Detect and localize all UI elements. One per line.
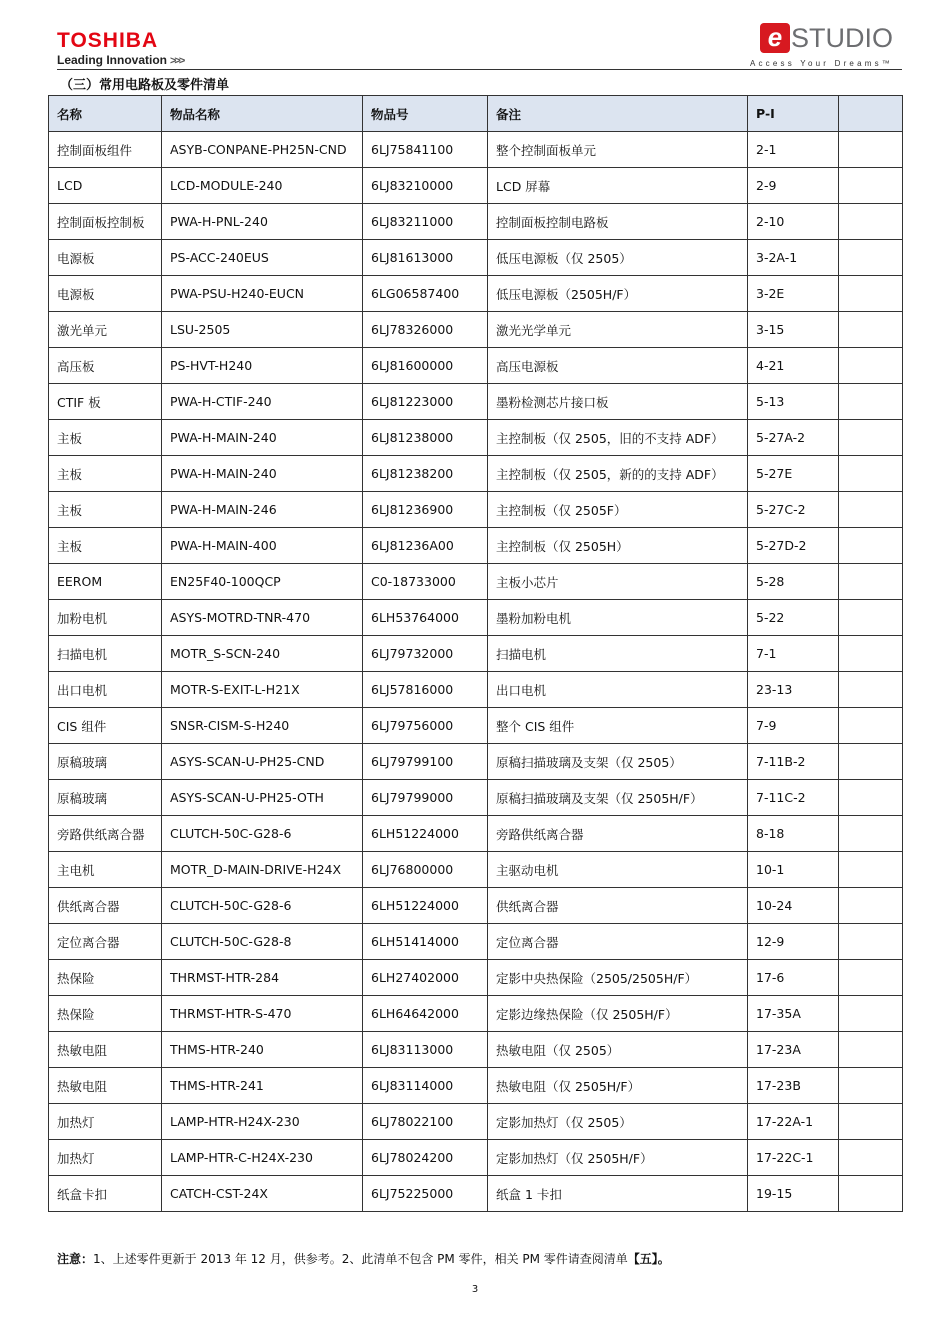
cell-col-extra	[839, 816, 903, 852]
cell-col-pi: 7-9	[748, 708, 839, 744]
cell-col-extra	[839, 132, 903, 168]
cell-col-pi: 3-15	[748, 312, 839, 348]
table-row	[49, 996, 903, 1032]
cell-col-remarks: LCD 屏幕	[488, 168, 748, 204]
cell-col-name: 电源板	[49, 276, 162, 312]
cell-col-pi: 17-22C-1	[748, 1140, 839, 1176]
table-row	[49, 420, 903, 456]
cell-col-extra	[839, 1104, 903, 1140]
table-row	[49, 132, 903, 168]
cell-col-item-name: PWA-H-MAIN-240	[162, 420, 363, 456]
cell-col-extra	[839, 312, 903, 348]
footnote-text: 1、上述零件更新于 2013 年 12 月，供参考。2、此清单不包含 PM 零件，相关 PM 零件请查阅清单	[93, 1252, 628, 1266]
cell-col-item-name: EN25F40-100QCP	[162, 564, 363, 600]
cell-col-extra	[839, 960, 903, 996]
cell-col-remarks: 扫描电机	[488, 636, 748, 672]
cell-col-remarks: 主控制板（仅 2505，新的的支持 ADF）	[488, 456, 748, 492]
cell-col-remarks: 控制面板控制电路板	[488, 204, 748, 240]
cell-col-name: 热保险	[49, 960, 162, 996]
cell-col-pi: 23-13	[748, 672, 839, 708]
cell-col-remarks: 供纸离合器	[488, 888, 748, 924]
cell-col-item-number: 6LJ78022100	[363, 1104, 488, 1140]
header-col-extra	[839, 96, 903, 132]
cell-col-item-name: CATCH-CST-24X	[162, 1176, 363, 1212]
cell-col-extra	[839, 384, 903, 420]
cell-col-extra	[839, 420, 903, 456]
cell-col-name: EEROM	[49, 564, 162, 600]
cell-col-remarks: 墨粉检测芯片接口板	[488, 384, 748, 420]
section-title: （三）常用电路板及零件清单	[60, 78, 230, 93]
brand-name: TOSHIBA	[57, 29, 159, 52]
cell-col-item-number: 6LJ79732000	[363, 636, 488, 672]
cell-col-item-name: ASYB-CONPANE-PH25N-CND	[162, 132, 363, 168]
cell-col-extra	[839, 636, 903, 672]
cell-col-name: 高压板	[49, 348, 162, 384]
cell-col-item-number: 6LJ78326000	[363, 312, 488, 348]
brand-tagline	[57, 53, 183, 67]
cell-col-item-number: 6LH51414000	[363, 924, 488, 960]
cell-col-pi: 7-1	[748, 636, 839, 672]
cell-col-item-name: MOTR_D-MAIN-DRIVE-H24X	[162, 852, 363, 888]
table-row	[49, 168, 903, 204]
cell-col-item-number: 6LJ81236A00	[363, 528, 488, 564]
cell-col-pi: 4-21	[748, 348, 839, 384]
cell-col-remarks: 原稿扫描玻璃及支架（仅 2505H/F）	[488, 780, 748, 816]
cell-col-name: 出口电机	[49, 672, 162, 708]
cell-col-name: 纸盒卡扣	[49, 1176, 162, 1212]
table-row	[49, 564, 903, 600]
cell-col-pi: 17-35A	[748, 996, 839, 1032]
cell-col-pi: 10-1	[748, 852, 839, 888]
cell-col-name: CTIF 板	[49, 384, 162, 420]
cell-col-item-number: 6LJ81600000	[363, 348, 488, 384]
cell-col-extra	[839, 708, 903, 744]
cell-col-item-name: MOTR_S-SCN-240	[162, 636, 363, 672]
cell-col-name: 扫描电机	[49, 636, 162, 672]
cell-col-item-number: 6LH53764000	[363, 600, 488, 636]
table-row	[49, 600, 903, 636]
cell-col-remarks: 整个 CIS 组件	[488, 708, 748, 744]
table-row	[49, 456, 903, 492]
table-row	[49, 888, 903, 924]
cell-col-extra	[839, 528, 903, 564]
header-col-item-name: 物品名称	[162, 96, 363, 132]
cell-col-item-number: 6LJ81236900	[363, 492, 488, 528]
table-row	[49, 1068, 903, 1104]
cell-col-remarks: 纸盒 1 卡扣	[488, 1176, 748, 1212]
cell-col-name: 加热灯	[49, 1140, 162, 1176]
cell-col-item-number: C0-18733000	[363, 564, 488, 600]
cell-col-item-number: 6LH51224000	[363, 888, 488, 924]
cell-col-item-name: LAMP-HTR-H24X-230	[162, 1104, 363, 1140]
cell-col-item-name: CLUTCH-50C-G28-8	[162, 924, 363, 960]
cell-col-item-number: 6LH51224000	[363, 816, 488, 852]
table-row	[49, 1032, 903, 1068]
cell-col-pi: 5-27C-2	[748, 492, 839, 528]
cell-col-extra	[839, 456, 903, 492]
cell-col-extra	[839, 348, 903, 384]
cell-col-item-number: 6LJ75841100	[363, 132, 488, 168]
table-row	[49, 780, 903, 816]
table-row	[49, 672, 903, 708]
cell-col-name: 定位离合器	[49, 924, 162, 960]
estudio-logo	[750, 22, 893, 68]
cell-col-pi: 2-9	[748, 168, 839, 204]
cell-col-name: 热敏电阻	[49, 1032, 162, 1068]
cell-col-item-name: PWA-H-MAIN-246	[162, 492, 363, 528]
cell-col-remarks: 主驱动电机	[488, 852, 748, 888]
cell-col-remarks: 主板小芯片	[488, 564, 748, 600]
cell-col-name: 主板	[49, 420, 162, 456]
cell-col-item-name: ASYS-MOTRD-TNR-470	[162, 600, 363, 636]
cell-col-item-number: 6LJ78024200	[363, 1140, 488, 1176]
cell-col-item-name: PWA-PSU-H240-EUCN	[162, 276, 363, 312]
cell-col-extra	[839, 888, 903, 924]
cell-col-pi: 17-23B	[748, 1068, 839, 1104]
cell-col-item-name: PWA-H-PNL-240	[162, 204, 363, 240]
cell-col-pi: 5-27D-2	[748, 528, 839, 564]
cell-col-item-name: LAMP-HTR-C-H24X-230	[162, 1140, 363, 1176]
cell-col-pi: 12-9	[748, 924, 839, 960]
cell-col-extra	[839, 1176, 903, 1212]
cell-col-item-number: 6LJ83113000	[363, 1032, 488, 1068]
cell-col-name: 热敏电阻	[49, 1068, 162, 1104]
cell-col-pi: 5-27E	[748, 456, 839, 492]
cell-col-item-number: 6LH64642000	[363, 996, 488, 1032]
cell-col-extra	[839, 600, 903, 636]
cell-col-pi: 5-27A-2	[748, 420, 839, 456]
cell-col-item-name: PWA-H-MAIN-240	[162, 456, 363, 492]
table-row	[49, 924, 903, 960]
footnote-ref: 【五】。	[627, 1252, 670, 1266]
cell-col-item-number: 6LJ75225000	[363, 1176, 488, 1212]
cell-col-name: 控制面板组件	[49, 132, 162, 168]
cell-col-item-name: THRMST-HTR-284	[162, 960, 363, 996]
header-divider	[57, 69, 902, 70]
table-row	[49, 492, 903, 528]
cell-col-pi: 19-15	[748, 1176, 839, 1212]
cell-col-name: 主板	[49, 492, 162, 528]
cell-col-item-number: 6LJ79799000	[363, 780, 488, 816]
cell-col-item-name: PS-ACC-240EUS	[162, 240, 363, 276]
cell-col-name: 原稿玻璃	[49, 780, 162, 816]
cell-col-remarks: 定影加热灯（仅 2505H/F）	[488, 1140, 748, 1176]
cell-col-name: 控制面板控制板	[49, 204, 162, 240]
cell-col-pi: 7-11B-2	[748, 744, 839, 780]
cell-col-item-number: 6LJ81223000	[363, 384, 488, 420]
cell-col-item-name: THRMST-HTR-S-470	[162, 996, 363, 1032]
cell-col-pi: 2-1	[748, 132, 839, 168]
cell-col-name: 加热灯	[49, 1104, 162, 1140]
cell-col-extra	[839, 492, 903, 528]
cell-col-name: 激光单元	[49, 312, 162, 348]
table-row	[49, 1104, 903, 1140]
cell-col-item-number: 6LJ79799100	[363, 744, 488, 780]
cell-col-name: 原稿玻璃	[49, 744, 162, 780]
cell-col-extra	[839, 780, 903, 816]
cell-col-name: 热保险	[49, 996, 162, 1032]
cell-col-remarks: 热敏电阻（仅 2505H/F）	[488, 1068, 748, 1104]
cell-col-extra	[839, 996, 903, 1032]
table-row	[49, 636, 903, 672]
cell-col-item-number: 6LJ81613000	[363, 240, 488, 276]
product-slogan: Access Your Dreams™	[749, 59, 893, 68]
cell-col-remarks: 热敏电阻（仅 2505）	[488, 1032, 748, 1068]
table-row	[49, 744, 903, 780]
cell-col-pi: 10-24	[748, 888, 839, 924]
tagline-text: Leading Innovation	[57, 53, 167, 67]
cell-col-name: LCD	[49, 168, 162, 204]
estudio-wordmark	[750, 22, 893, 54]
cell-col-remarks: 墨粉加粉电机	[488, 600, 748, 636]
cell-col-item-name: PS-HVT-H240	[162, 348, 363, 384]
cell-col-pi: 5-28	[748, 564, 839, 600]
cell-col-remarks: 定影加热灯（仅 2505）	[488, 1104, 748, 1140]
cell-col-pi: 17-22A-1	[748, 1104, 839, 1140]
table-row	[49, 960, 903, 996]
cell-col-item-name: THMS-HTR-241	[162, 1068, 363, 1104]
table-row	[49, 276, 903, 312]
cell-col-remarks: 整个控制面板单元	[488, 132, 748, 168]
cell-col-item-number: 6LJ83211000	[363, 204, 488, 240]
table-row	[49, 384, 903, 420]
cell-col-item-number: 6LJ83114000	[363, 1068, 488, 1104]
cell-col-pi: 2-10	[748, 204, 839, 240]
cell-col-extra	[839, 852, 903, 888]
cell-col-extra	[839, 672, 903, 708]
cell-col-remarks: 出口电机	[488, 672, 748, 708]
cell-col-item-number: 6LJ76800000	[363, 852, 488, 888]
cell-col-remarks: 主控制板（仅 2505，旧的不支持 ADF）	[488, 420, 748, 456]
cell-col-name: 加粉电机	[49, 600, 162, 636]
cell-col-item-number: 6LJ83210000	[363, 168, 488, 204]
cell-col-item-name: THMS-HTR-240	[162, 1032, 363, 1068]
cell-col-extra	[839, 168, 903, 204]
table-row	[49, 348, 903, 384]
cell-col-item-number: 6LJ81238000	[363, 420, 488, 456]
cell-col-item-name: SNSR-CISM-S-H240	[162, 708, 363, 744]
cell-col-pi: 3-2A-1	[748, 240, 839, 276]
table-header-row	[49, 96, 903, 132]
cell-col-pi: 5-22	[748, 600, 839, 636]
parts-table	[48, 95, 903, 1212]
cell-col-remarks: 定位离合器	[488, 924, 748, 960]
header-col-remarks: 备注	[488, 96, 748, 132]
cell-col-pi: 7-11C-2	[748, 780, 839, 816]
table-row	[49, 1140, 903, 1176]
table-row	[49, 204, 903, 240]
cell-col-remarks: 定影中央热保险（2505/2505H/F）	[488, 960, 748, 996]
e-mark-icon: e	[760, 23, 790, 53]
table-row	[49, 240, 903, 276]
cell-col-remarks: 激光光学单元	[488, 312, 748, 348]
cell-col-name: 主板	[49, 456, 162, 492]
cell-col-remarks: 原稿扫描玻璃及支架（仅 2505）	[488, 744, 748, 780]
cell-col-remarks: 定影边缘热保险（仅 2505H/F）	[488, 996, 748, 1032]
cell-col-pi: 8-18	[748, 816, 839, 852]
table-row	[49, 852, 903, 888]
table-body	[49, 132, 903, 1212]
cell-col-name: CIS 组件	[49, 708, 162, 744]
cell-col-item-number: 6LG06587400	[363, 276, 488, 312]
cell-col-name: 供纸离合器	[49, 888, 162, 924]
cell-col-extra	[839, 564, 903, 600]
cell-col-item-name: CLUTCH-50C-G28-6	[162, 888, 363, 924]
cell-col-remarks: 旁路供纸离合器	[488, 816, 748, 852]
footnote-label: 注意：	[57, 1252, 94, 1266]
cell-col-item-name: CLUTCH-50C-G28-6	[162, 816, 363, 852]
cell-col-remarks: 高压电源板	[488, 348, 748, 384]
table-row	[49, 312, 903, 348]
cell-col-item-name: ASYS-SCAN-U-PH25-CND	[162, 744, 363, 780]
cell-col-pi: 5-13	[748, 384, 839, 420]
cell-col-item-name: PWA-H-CTIF-240	[162, 384, 363, 420]
cell-col-pi: 17-6	[748, 960, 839, 996]
cell-col-remarks: 低压电源板（仅 2505）	[488, 240, 748, 276]
header-col-name: 名称	[49, 96, 162, 132]
toshiba-logo	[57, 30, 183, 67]
cell-col-item-name: LSU-2505	[162, 312, 363, 348]
cell-col-remarks: 低压电源板（2505H/F）	[488, 276, 748, 312]
cell-col-item-name: ASYS-SCAN-U-PH25-OTH	[162, 780, 363, 816]
cell-col-extra	[839, 204, 903, 240]
cell-col-remarks: 主控制板（仅 2505H）	[488, 528, 748, 564]
cell-col-item-number: 6LJ81238200	[363, 456, 488, 492]
cell-col-extra	[839, 744, 903, 780]
cell-col-name: 旁路供纸离合器	[49, 816, 162, 852]
table-row	[49, 708, 903, 744]
cell-col-pi: 17-23A	[748, 1032, 839, 1068]
cell-col-item-name: MOTR-S-EXIT-L-H21X	[162, 672, 363, 708]
studio-word: STUDIO	[790, 23, 893, 53]
table-row	[49, 816, 903, 852]
cell-col-name: 电源板	[49, 240, 162, 276]
cell-col-name: 主电机	[49, 852, 162, 888]
page-number: 3	[471, 1284, 479, 1295]
cell-col-extra	[839, 276, 903, 312]
cell-col-remarks: 主控制板（仅 2505F）	[488, 492, 748, 528]
cell-col-pi: 3-2E	[748, 276, 839, 312]
cell-col-name: 主板	[49, 528, 162, 564]
cell-col-extra	[839, 1068, 903, 1104]
tagline-arrows-icon: >>>	[170, 55, 184, 67]
footnote	[57, 1250, 670, 1267]
cell-col-item-number: 6LH27402000	[363, 960, 488, 996]
cell-col-extra	[839, 1032, 903, 1068]
cell-col-extra	[839, 924, 903, 960]
header-col-item-number: 物品号	[363, 96, 488, 132]
cell-col-extra	[839, 240, 903, 276]
cell-col-item-number: 6LJ57816000	[363, 672, 488, 708]
cell-col-item-number: 6LJ79756000	[363, 708, 488, 744]
cell-col-item-name: LCD-MODULE-240	[162, 168, 363, 204]
table-row	[49, 1176, 903, 1212]
header-col-pi: P-I	[748, 96, 839, 132]
cell-col-item-name: PWA-H-MAIN-400	[162, 528, 363, 564]
table-row	[49, 528, 903, 564]
cell-col-extra	[839, 1140, 903, 1176]
